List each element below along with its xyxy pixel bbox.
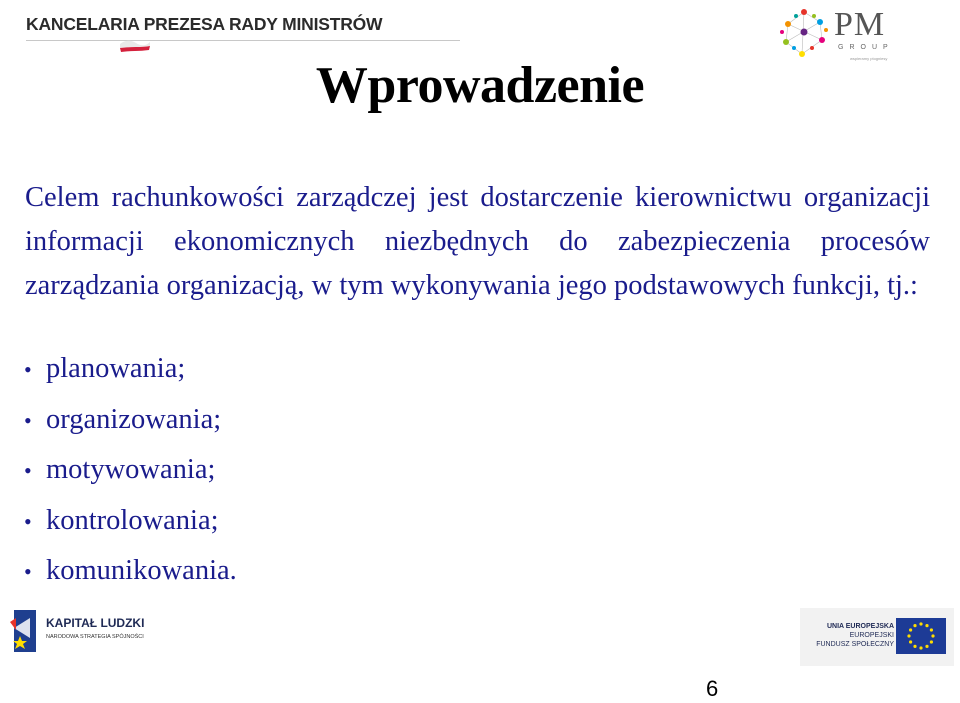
list-item-text: motywowania; — [46, 454, 216, 485]
list-item-text: komunikowania. — [46, 555, 237, 586]
eu-line-2: EUROPEJSKI — [849, 632, 894, 639]
bullet-icon: • — [24, 508, 32, 534]
institution-name: KANCELARIA PREZESA RADY MINISTRÓW — [26, 14, 383, 34]
list-item-text: kontrolowania; — [46, 504, 219, 536]
bullet-icon: • — [24, 357, 32, 382]
intro-paragraph: Celem rachunkowości zarządczej jest dostarczenie kierownictwu organizacji informacji ekonomicznych niezbędnych do zabezpieczenia procesów zarządzania organizacją, w tym wykonywania jego podstawowych funkcji, tj.: — [25, 182, 930, 301]
page-number: 6 — [706, 676, 719, 701]
network-dots-icon — [776, 4, 832, 60]
header-divider — [26, 40, 460, 41]
list-item-text: organizowania; — [46, 403, 222, 435]
pm-group-logo — [776, 4, 906, 64]
bullet-icon: • — [24, 407, 32, 433]
pm-initials: PM — [834, 6, 886, 43]
list-item — [24, 445, 237, 496]
list-item — [24, 546, 237, 597]
eu-fund-text — [806, 622, 894, 649]
bullet-icon: • — [24, 458, 32, 483]
eu-line-3: FUNDUSZ SPOŁECZNY — [816, 641, 894, 648]
eu-flag-icon — [896, 618, 946, 654]
kapital-ludzki-logo — [8, 608, 158, 656]
kapital-ludzki-subtitle: NARODOWA STRATEGIA SPÓJNOŚCI — [46, 634, 144, 640]
list-item — [24, 344, 237, 395]
bullet-icon: • — [24, 559, 32, 584]
pm-group-label: GROUP — [838, 44, 894, 51]
slide-title: Wprowadzenie — [315, 57, 645, 114]
polish-flag-icon — [118, 38, 152, 54]
list-item — [24, 496, 237, 547]
list-item — [24, 395, 237, 446]
kprm-header — [26, 14, 466, 35]
eu-fund-logo — [800, 608, 954, 666]
eu-line-1: UNIA EUROPEJSKA — [826, 623, 894, 630]
kapital-ludzki-emblem-icon — [8, 608, 42, 654]
list-item-text: planowania; — [46, 353, 186, 384]
kapital-ludzki-name: KAPITAŁ LUDZKI — [46, 616, 145, 630]
functions-list — [24, 344, 237, 597]
pm-tagline: wspieramy ptogniesy — [850, 56, 888, 61]
